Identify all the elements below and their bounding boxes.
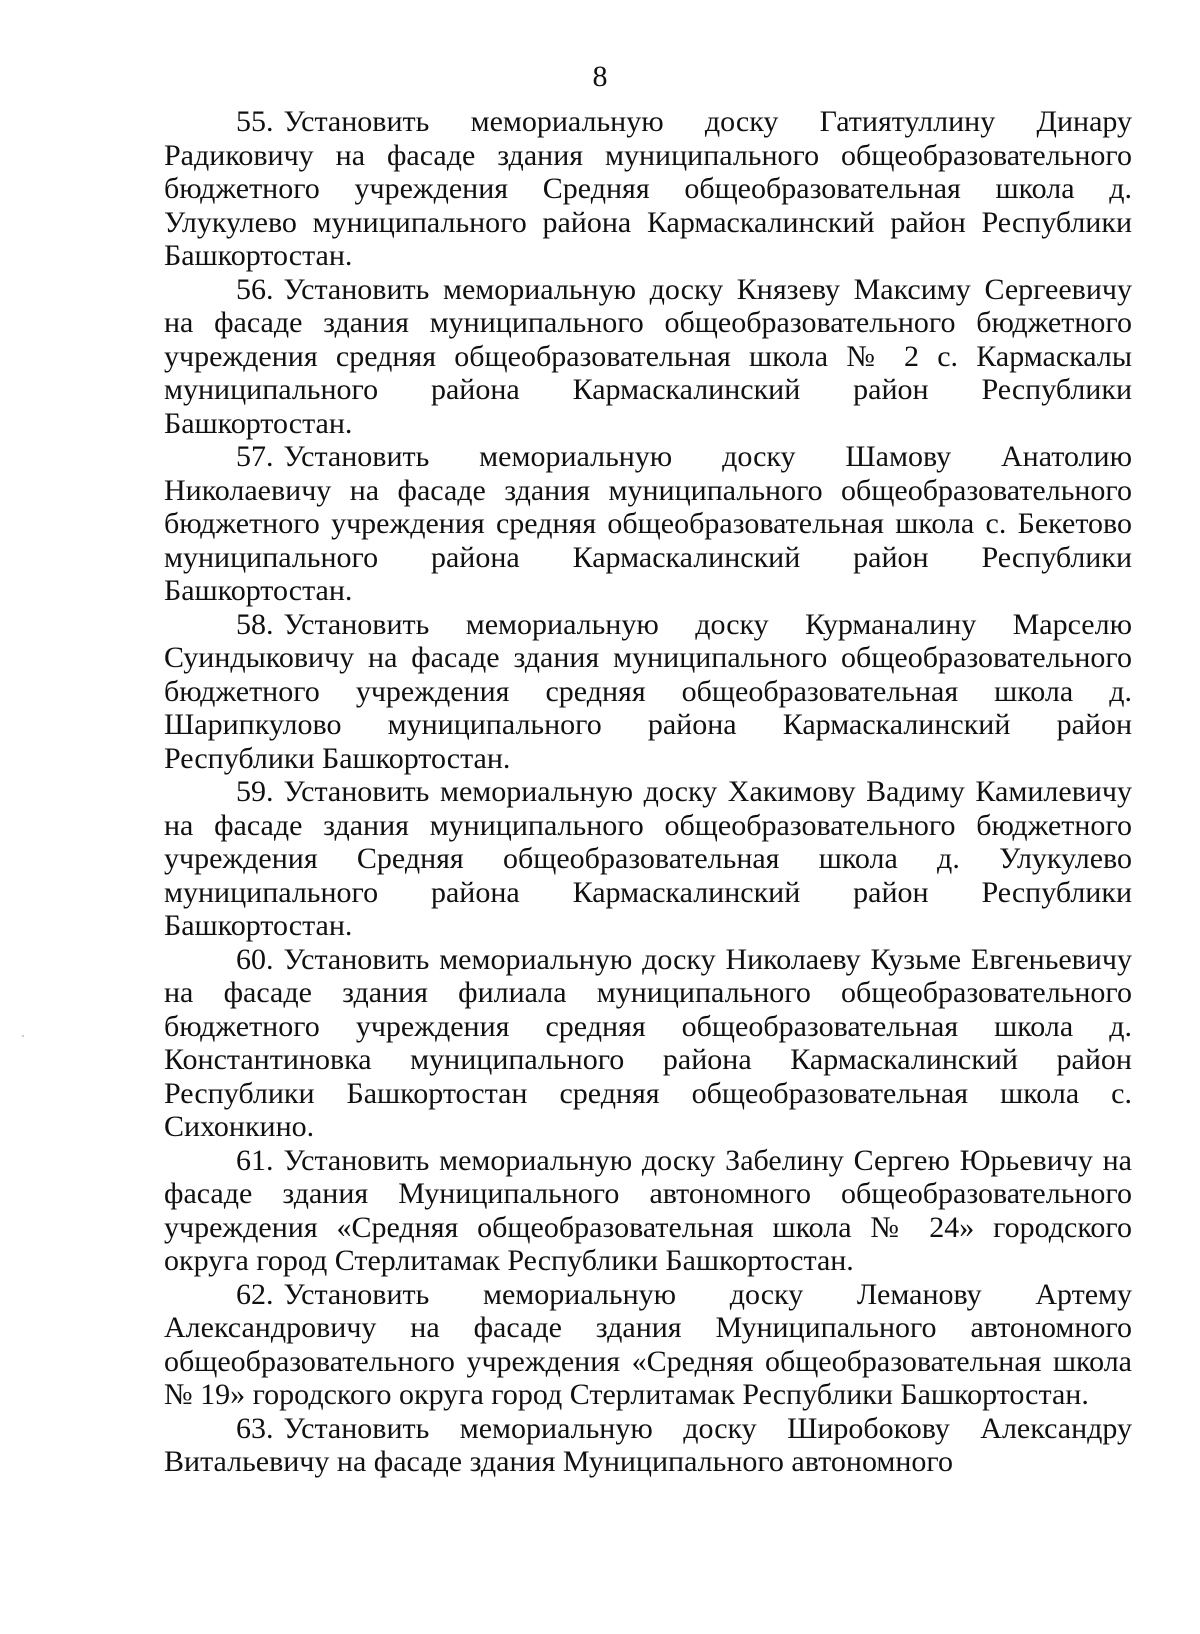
paragraph-text: Установить мемориальную доску Курманалину Марселю Суиндыковичу на фасаде здания муниципального общеобразовательного бюджетного учреждения средняя общеобразовательная школа д. Шарипкулово муниципального района Кармаскалинский район Республики Башкортостан. [164, 607, 1132, 775]
paragraph-text: Установить мемориальную доску Хакимову Вадиму Камилевичу на фасаде здания муниципального общеобразовательного бюджетного учреждения Средняя общеобразовательная школа д. Улукулево муниципального района Кармаскалинский район Республики Башкортостан. [164, 775, 1132, 942]
paragraph-57 [164, 440, 1132, 608]
paragraph-text: Установить мемориальную доску Князеву Максиму Сергеевичу на фасаде здания муниципального общеобразовательного бюджетного учреждения средняя общеобразовательная школа № 2 с. Кармаскалы муниципального района Кармаскалинский район Республики Башкортостан. [164, 272, 1132, 440]
paragraph-56 [164, 273, 1132, 441]
paragraph-text: Установить мемориальную доску Николаеву Кузьме Евгеньевичу на фасаде здания филиала муниципального общеобразовательного бюджетного учреждения средняя общеобразовательная школа д. Константиновка муниципального района Кармаскалинский район Республики Башкортостан средняя общеобразовательная школа с. Сихонкино. [164, 942, 1132, 1143]
item-number: 55. [236, 105, 274, 138]
document-body [164, 105, 1132, 1479]
paragraph-text: Установить мемориальную доску Гатиятуллину Динару Радиковичу на фасаде здания муниципального общеобразовательного бюджетного учреждения Средняя общеобразовательная школа д. Улукулево муниципального района Кармаскалинский район Республики Башкортостан. [164, 105, 1132, 272]
paragraph-60 [164, 943, 1132, 1144]
paragraph-55 [164, 105, 1132, 273]
paragraph-61 [164, 1144, 1132, 1278]
item-number: 58. [236, 607, 274, 641]
item-number: 61. [236, 1143, 274, 1177]
scan-speck [22, 1035, 24, 1037]
paragraph-text: Установить мемориальную доску Широбокову Александру Витальевичу на фасаде здания Муниципального автономного [164, 1411, 1132, 1478]
item-number: 63. [236, 1411, 274, 1445]
item-number: 57. [236, 440, 274, 473]
paragraph-62 [164, 1278, 1132, 1412]
paragraph-text: Установить мемориальную доску Леманову Артему Александровичу на фасаде здания Муниципального автономного общеобразовательного учреждения «Средняя общеобразовательная школа № 19» городского округа город Стерлитамак Республики Башкортостан. [164, 1277, 1132, 1411]
paragraph-text: Установить мемориальную доску Забелину Сергею Юрьевичу на фасаде здания Муниципального автономного общеобразовательного учреждения «Средняя общеобразовательная школа № 24» городского округа город Стерлитамак Республики Башкортостан. [164, 1143, 1132, 1277]
item-number: 56. [236, 272, 274, 306]
paragraph-63 [164, 1412, 1132, 1479]
page-number: 8 [592, 60, 608, 93]
item-number: 60. [236, 942, 274, 976]
paragraph-59 [164, 775, 1132, 943]
item-number: 62. [236, 1277, 274, 1311]
paragraph-58 [164, 608, 1132, 776]
paragraph-text: Установить мемориальную доску Шамову Анатолию Николаевичу на фасаде здания муниципального общеобразовательного бюджетного учреждения средняя общеобразовательная школа с. Бекетово муниципального района Кармаскалинский район Республики Башкортостан. [164, 440, 1132, 607]
item-number: 59. [236, 775, 274, 808]
